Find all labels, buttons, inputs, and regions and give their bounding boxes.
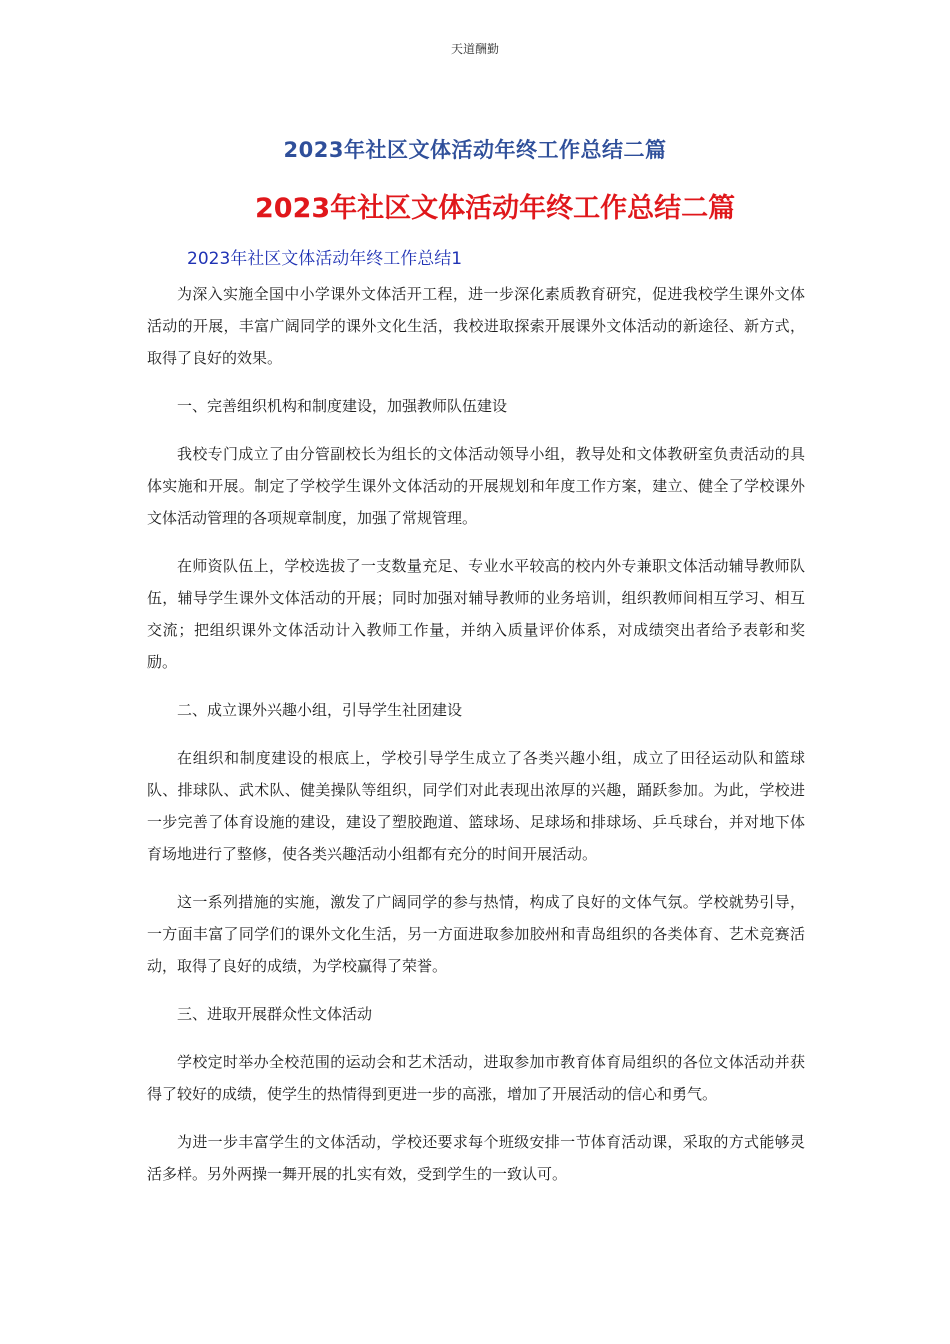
section-subtitle: 2023年社区文体活动年终工作总结1 — [187, 249, 463, 269]
document-title-large: 2023年社区文体活动年终工作总结二篇 — [255, 193, 736, 224]
section-heading-2: 二、成立课外兴趣小组，引导学生社团建设 — [177, 701, 463, 719]
page-header: 天道酬勤 — [450, 42, 499, 56]
paragraph-intro: 为深入实施全国中小学课外文体活开工程，进一步深化素质教育研究，促进我校学生课外文体活动的开展，丰富广阔同学的课外文化生活，我校进取探索开展课外文体活动的新途径、新方式，取得了良好的效果。 — [147, 285, 805, 367]
section-heading-3: 三、进取开展群众性文体活动 — [177, 1005, 373, 1023]
paragraph-activities: 为进一步丰富学生的文体活动，学校还要求每个班级安排一节体育活动课，采取的方式能够灵活多样。另外两操一舞开展的扎实有效，受到学生的一致认可。 — [147, 1133, 805, 1183]
document-title-small: 2023年社区文体活动年终工作总结二篇 — [283, 138, 667, 162]
paragraph-events: 学校定时举办全校范围的运动会和艺术活动，进取参加市教育体育局组织的各位文体活动并获得了较好的成绩，使学生的热情得到更进一步的高涨，增加了开展活动的信心和勇气。 — [147, 1053, 805, 1103]
paragraph-interest-groups: 在组织和制度建设的根底上，学校引导学生成立了各类兴趣小组，成立了田径运动队和篮球队、排球队、武术队、健美操队等组织，同学们对此表现出浓厚的兴趣，踊跃参加。为此，学校进一步完善了体育设施的建设，建设了塑胶跑道、篮球场、足球场和排球场、乒乓球台，并对地下体育场地进行了整修，使各类兴趣活动小组都有充分的时间开展活动。 — [147, 749, 805, 863]
paragraph-results: 这一系列措施的实施，激发了广阔同学的参与热情，构成了良好的文体气氛。学校就势引导，一方面丰富了同学们的课外文化生活，另一方面进取参加胶州和青岛组织的各类体育、艺术竞赛活动，取得了良好的成绩，为学校赢得了荣誉。 — [147, 893, 805, 975]
section-heading-1: 一、完善组织机构和制度建设，加强教师队伍建设 — [177, 397, 508, 415]
paragraph-teachers: 在师资队伍上，学校选拔了一支数量充足、专业水平较高的校内外专兼职文体活动辅导教师队伍，辅导学生课外文体活动的开展；同时加强对辅导教师的业务培训，组织教师间相互学习、相互交流；把组织课外文体活动计入教师工作量，并纳入质量评价体系，对成绩突出者给予表彰和奖励。 — [147, 557, 805, 671]
paragraph-leadership: 我校专门成立了由分管副校长为组长的文体活动领导小组，教导处和文体教研室负责活动的具体实施和开展。制定了学校学生课外文体活动的开展规划和年度工作方案，建立、健全了学校课外文体活动管理的各项规章制度，加强了常规管理。 — [147, 445, 805, 527]
document-body — [147, 278, 805, 1206]
